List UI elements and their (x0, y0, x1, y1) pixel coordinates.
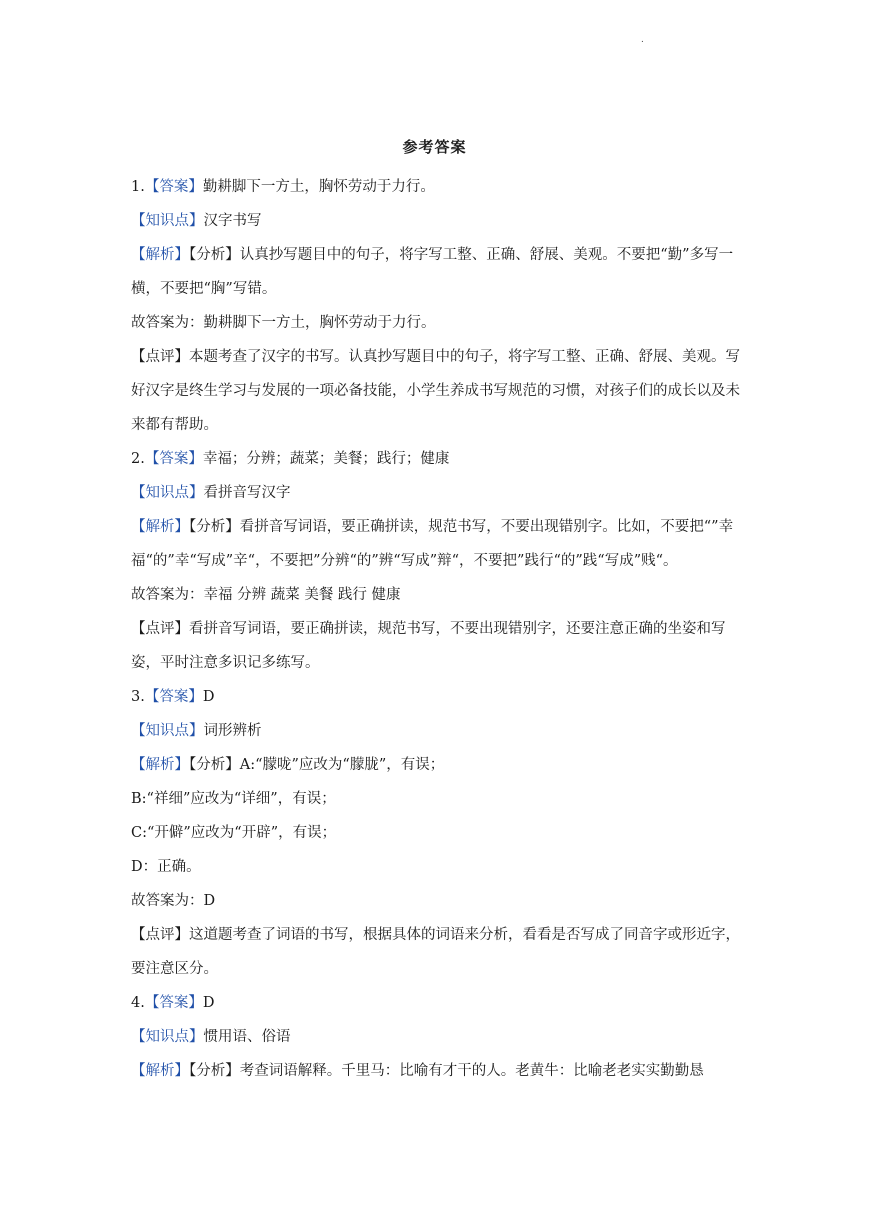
paragraph (131, 816, 741, 850)
section-tag: 【知识点】 (131, 1029, 204, 1045)
paragraph (131, 306, 741, 340)
paragraph (131, 918, 741, 986)
paragraph-text: D：正确。 (131, 859, 201, 875)
paragraph-text: C:“开僻”应改为“开辟”，有误； (131, 825, 337, 841)
section-tag: 【答案】 (144, 179, 203, 195)
question-number: 4. (131, 995, 145, 1011)
paragraph-text: B:“祥细”应改为“详细”，有误； (131, 791, 336, 807)
paragraph-text: D (202, 995, 215, 1011)
section-tag: 【知识点】 (131, 723, 204, 739)
paragraph (131, 442, 741, 476)
page-title: 参考答案 (402, 138, 467, 156)
question-number: 2. (131, 451, 145, 467)
section-tag: 【解析】 (131, 519, 189, 535)
paragraph-text: 【点评】看拼音写词语，要正确拼读，规范书写，不要出现错别字，还要注意正确的坐姿和写姿，平时注意多识记多练写。 (131, 621, 726, 671)
section-tag: 【解析】 (131, 757, 189, 773)
paragraph-text: 故答案为：勤耕脚下一方土，胸怀劳动于力行。 (131, 315, 436, 331)
paragraph (131, 578, 741, 612)
paragraph-text: 幸福；分辨；蔬菜；美餐；践行；健康 (202, 451, 450, 467)
paragraph (131, 680, 741, 714)
paragraph (131, 782, 741, 816)
paragraph (131, 986, 741, 1020)
paragraph (131, 204, 741, 238)
question-number: 3. (131, 689, 145, 705)
paragraph (131, 170, 741, 204)
paragraph-text: 【分析】认真抄写题目中的句子，将字写工整、正确、舒展、美观。不要把“勤”多写一横，不要把“胸”写错。 (131, 247, 734, 297)
section-tag: 【知识点】 (131, 485, 204, 501)
paragraph (131, 884, 741, 918)
paragraph-text: 【分析】看拼音写词语，要正确拼读，规范书写，不要出现错别字。比如，不要把“”幸福“的”幸“写成”辛“，不要把”分辨“的”辨“写成”辩“，不要把”践行“的”践“写成”贱“。 (131, 519, 734, 569)
section-tag: 【解析】 (131, 247, 189, 263)
paragraph-text: 看拼音写汉字 (203, 485, 291, 501)
paragraph-text: 汉字书写 (203, 213, 262, 229)
paragraph (131, 238, 741, 306)
paragraph (131, 850, 741, 884)
paragraph-text: 【分析】考查词语解释。千里马：比喻有才干的人。老黄牛：比喻老老实实勤勤恳 (189, 1063, 704, 1079)
paragraph (131, 476, 741, 510)
section-tag: 【知识点】 (131, 213, 204, 229)
section-tag: 【答案】 (144, 451, 203, 467)
paragraph-text: 惯用语、俗语 (203, 1029, 291, 1045)
paragraph (131, 748, 741, 782)
paragraph-text: 词形辨析 (203, 723, 262, 739)
section-tag: 【答案】 (144, 995, 203, 1011)
paragraph-text: 【点评】本题考查了汉字的书写。认真抄写题目中的句子，将字写工整、正确、舒展、美观。写好汉字是终生学习与发展的一项必备技能，小学生养成书写规范的习惯，对孩子们的成长以及未来都有帮助。 (131, 349, 740, 433)
paragraph (131, 612, 741, 680)
paragraph (131, 714, 741, 748)
paragraph-text: D (202, 689, 215, 705)
section-tag: 【解析】 (131, 1063, 189, 1079)
paragraph-text: 故答案为：幸福 分辨 蔬菜 美餐 践行 健康 (131, 587, 401, 603)
paragraph-text: 故答案为：D (131, 893, 216, 909)
paragraph-text: 【分析】A:“朦咙”应改为“朦胧”，有误； (189, 757, 445, 773)
paragraph-text: 勤耕脚下一方土，胸怀劳动于力行。 (202, 179, 435, 195)
paragraph (131, 1020, 741, 1054)
paragraph (131, 510, 741, 578)
header-mark: . (641, 34, 644, 45)
answer-body (131, 170, 741, 1088)
paragraph (131, 1054, 741, 1088)
question-number: 1. (131, 179, 145, 195)
section-tag: 【答案】 (144, 689, 203, 705)
paragraph-text: 【点评】这道题考查了词语的书写，根据具体的词语来分析，看看是否写成了同音字或形近字，要注意区分。 (131, 927, 740, 977)
paragraph (131, 340, 741, 442)
